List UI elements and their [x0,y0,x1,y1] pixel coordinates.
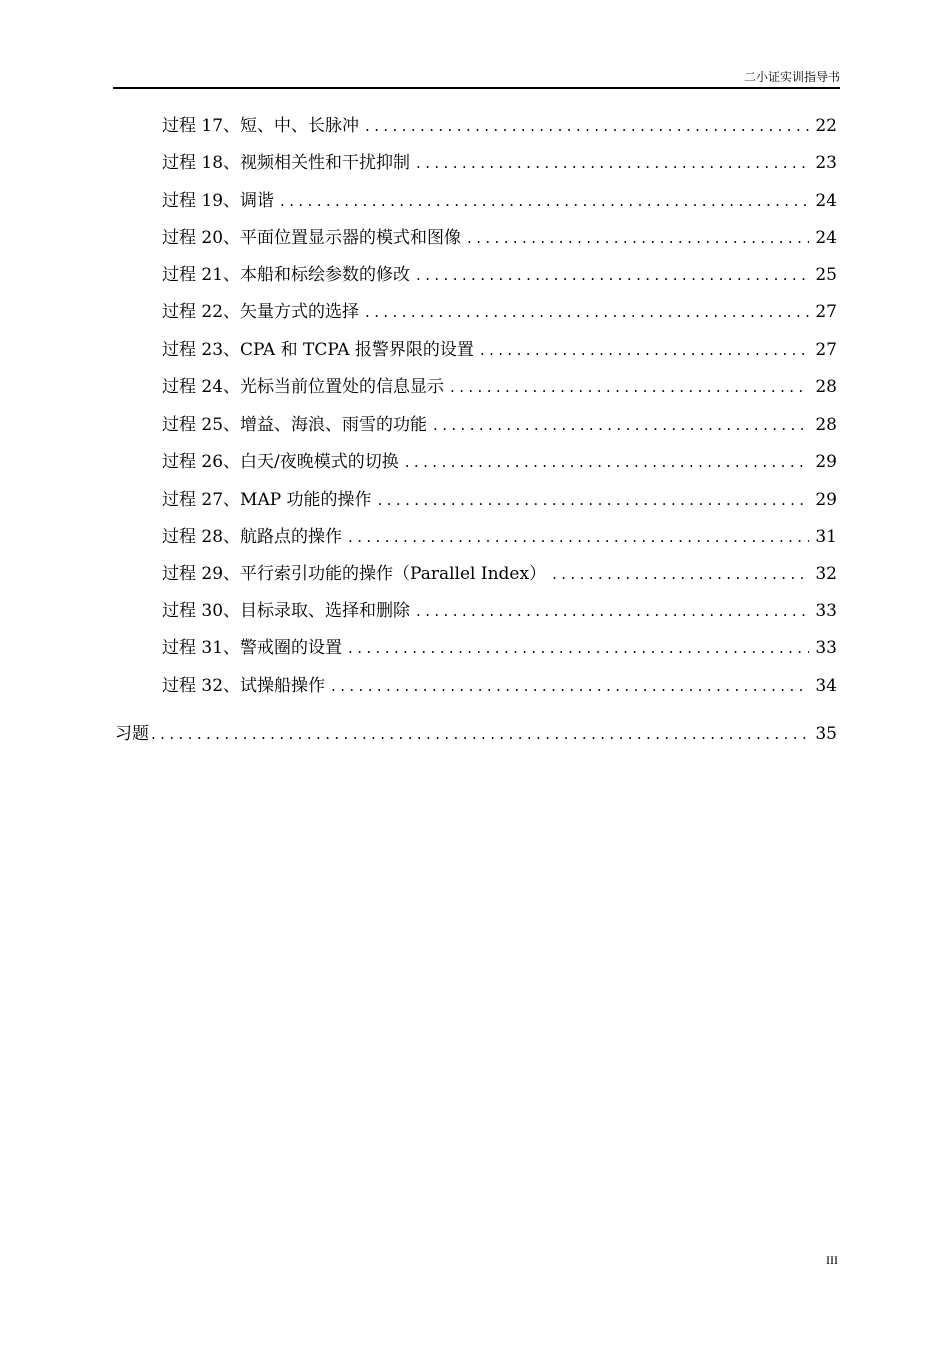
toc-entry-title: 过程 22、矢量方式的选择 [162,302,360,322]
toc-entry-title: 过程 29、平行索引功能的操作（Parallel Index） [162,564,547,584]
toc-entry[interactable] [162,152,837,174]
toc-entry-title: 过程 32、试操船操作 [162,676,326,696]
toc-entry-title: 过程 26、白天/夜晚模式的切换 [162,452,399,472]
toc-entry[interactable] [162,190,837,212]
toc-entry-title: 过程 17、短、中、长脉冲 [162,116,360,136]
toc-entry-title: 过程 18、视频相关性和干扰抑制 [162,153,411,173]
toc-entry-page: 29 [815,452,837,472]
toc-entry-page: 31 [815,527,837,547]
toc-entry[interactable] [162,115,837,137]
toc-entry[interactable] [162,451,837,473]
toc-leader-dots [467,227,809,249]
header-rule [113,87,840,89]
toc-entry[interactable] [162,264,837,286]
toc-entry-title: 过程 20、平面位置显示器的模式和图像 [162,228,462,248]
toc-entry-page: 23 [815,153,837,173]
toc-entry-page: 22 [815,116,837,136]
header-title: 二小证实训指导书 [743,70,840,84]
toc-entry[interactable] [162,489,837,511]
toc-entry[interactable] [162,526,837,548]
toc-leader-dots [480,339,809,361]
toc-entry[interactable] [162,376,837,398]
toc-entry-page: 24 [815,228,837,248]
toc-entry-page: 24 [815,191,837,211]
toc-entry-page: 27 [815,340,837,360]
toc-entry[interactable] [162,301,837,323]
toc-leader-dots [365,301,809,323]
toc-entry[interactable] [162,563,837,585]
toc-entry-page: 33 [815,638,837,658]
toc-entry-title: 过程 19、调谐 [162,191,275,211]
toc-leader-dots [416,600,809,622]
toc-leader-dots [348,526,809,548]
toc-entry-title: 过程 30、目标录取、选择和删除 [162,601,411,621]
toc-entry-title: 过程 28、航路点的操作 [162,527,343,547]
toc-leader-dots [151,723,809,745]
toc-entry-page: 33 [815,601,837,621]
toc-leader-dots [433,414,809,436]
toc-entry-page: 28 [815,415,837,435]
toc-leader-dots [365,115,809,137]
toc-entry-title: 习题 [115,724,149,744]
toc-leader-dots [348,637,809,659]
toc-entry-exercises[interactable] [115,723,837,745]
toc-leader-dots [450,376,809,398]
toc-entry-title: 过程 24、光标当前位置处的信息显示 [162,377,445,397]
toc-entry-page: 29 [815,490,837,510]
toc-entry-page: 34 [815,676,837,696]
toc-leader-dots [416,152,809,174]
toc-entry-title: 过程 27、MAP 功能的操作 [162,490,372,510]
toc-entry[interactable] [162,675,837,697]
toc-leader-dots [378,489,810,511]
toc-entry[interactable] [162,339,837,361]
toc-entry-page: 28 [815,377,837,397]
toc-entry-title: 过程 25、增益、海浪、雨雪的功能 [162,415,428,435]
toc-entry-title: 过程 31、警戒圈的设置 [162,638,343,658]
toc-entry-page: 35 [815,724,837,744]
page-number: III [826,1253,838,1267]
toc-leader-dots [416,264,809,286]
toc-entry-page: 25 [815,265,837,285]
toc-entry[interactable] [162,637,837,659]
toc-leader-dots [405,451,810,473]
toc-leader-dots [280,190,809,212]
toc-entry-page: 27 [815,302,837,322]
toc-entry-title: 过程 23、CPA 和 TCPA 报警界限的设置 [162,340,474,360]
toc-entry[interactable] [162,414,837,436]
toc-leader-dots [331,675,809,697]
toc-entry[interactable] [162,227,837,249]
toc-leader-dots [552,563,809,585]
toc-entry[interactable] [162,600,837,622]
toc-entry-title: 过程 21、本船和标绘参数的修改 [162,265,411,285]
toc-entry-page: 32 [815,564,837,584]
